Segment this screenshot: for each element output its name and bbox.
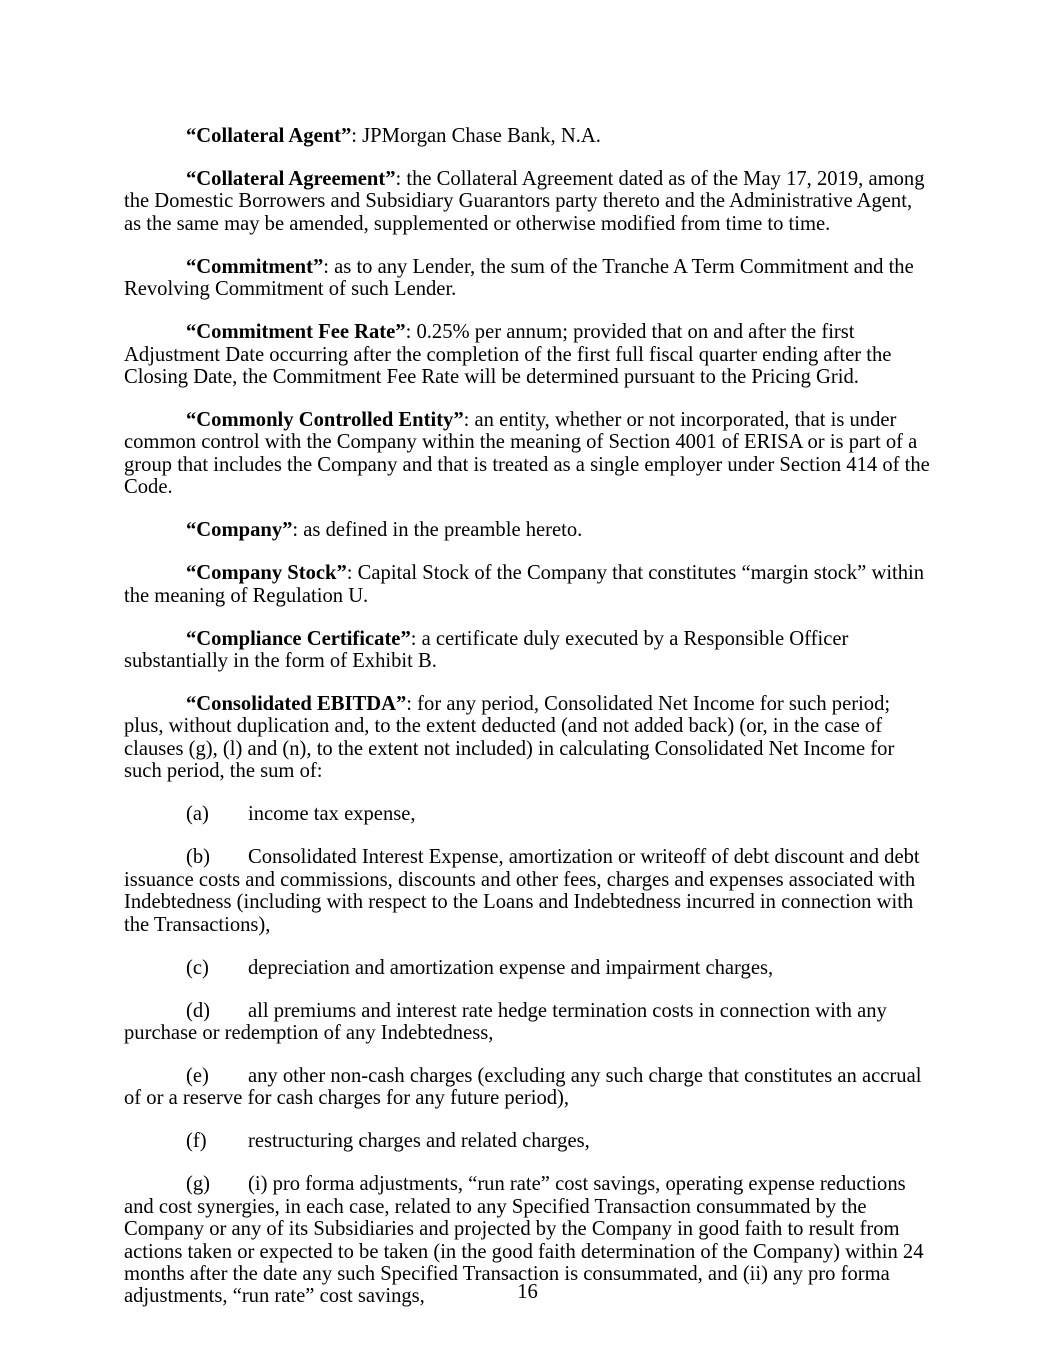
definition-paragraph — [124, 125, 931, 147]
defined-term: “Company Stock” — [186, 562, 347, 585]
definition-text: : as to any Lender, the sum of the Tranche A Term Commitment and the Revolving Commitment of such Lender. — [124, 255, 914, 301]
list-item-text: all premiums and interest rate hedge termination costs in connection with any purchase or redemption of any Indebtedness, — [124, 999, 887, 1044]
defined-term: “Commitment” — [186, 255, 324, 278]
definition-text: : 0.25% per annum; provided that on and after the first Adjustment Date occurring after the completion of the first full fiscal quarter ending after the Closing Date, the Commitment Fee Rate will be determined pursuant to the Pricing Grid. — [124, 321, 892, 389]
definition-paragraph — [124, 562, 931, 607]
list-item-text: income tax expense, — [248, 803, 416, 826]
document-body — [124, 125, 931, 1308]
defined-term: “Collateral Agent” — [186, 125, 352, 147]
list-item-label: (d) — [186, 999, 211, 1022]
list-item-text: any other non-cash charges (excluding any such charge that constitutes an accrual of or a reserve for cash charges for any future period), — [124, 1064, 922, 1110]
defined-term: “Commitment Fee Rate” — [186, 321, 406, 344]
list-item-text: restructuring charges and related charges, — [248, 1130, 590, 1153]
definition-paragraph — [124, 519, 931, 541]
definition-paragraph — [124, 321, 931, 388]
defined-term: “Company” — [186, 519, 293, 542]
definition-paragraph — [124, 256, 931, 301]
list-item — [124, 1130, 931, 1152]
defined-term: “Consolidated EBITDA” — [186, 693, 407, 716]
defined-term: “Commonly Controlled Entity” — [186, 409, 464, 432]
list-item-label: (g) — [186, 1173, 211, 1196]
definition-text: : an entity, whether or not incorporated, that is under common control with the Company within the meaning of Section 4001 of ERISA or is part of a group that includes the Company and that is treated as a single employer under Section 414 of the Code. — [124, 409, 930, 499]
list-item — [124, 1000, 931, 1045]
list-item-label: (e) — [186, 1064, 209, 1087]
definition-paragraph — [124, 168, 931, 235]
list-item-label: (f) — [186, 1130, 207, 1153]
definition-text: : a certificate duly executed by a Responsible Officer substantially in the form of Exhibit B. — [124, 627, 849, 673]
list-item-text: Consolidated Interest Expense, amortization or writeoff of debt discount and debt issuance costs and commissions, discounts and other fees, charges and expenses associated with Indebtedness (including with respect to the Loans and Indebtedness incurred in connection with the Transactions), — [124, 846, 920, 936]
definition-text: : JPMorgan Chase Bank, N.A. — [351, 125, 601, 147]
defined-term: “Collateral Agreement” — [186, 168, 396, 190]
list-item-label: (b) — [186, 846, 211, 869]
list-item-label: (c) — [186, 956, 209, 979]
list-item — [124, 803, 931, 825]
definition-paragraph — [124, 693, 931, 783]
definition-paragraph — [124, 409, 931, 499]
definition-text: : Capital Stock of the Company that constitutes “margin stock” within the meaning of Regulation U. — [124, 562, 925, 607]
list-item-text: (i) pro forma adjustments, “run rate” cost savings, operating expense reductions and cost synergies, in each case, related to any Specified Transaction consummated by the Company or any of its Subsidiaries and projected by the Company in good faith to result from actions taken or expected to be taken (in the good faith determination of the Company) within 24 months after the date any such Specified Transaction is consummated, and (ii) any pro forma adjustments, “run rate” cost savings, — [124, 1173, 924, 1308]
list-item — [124, 1065, 931, 1110]
page-number: 16 — [517, 1281, 538, 1303]
definition-text: : as defined in the preamble hereto. — [292, 519, 583, 542]
list-item-label: (a) — [186, 803, 209, 826]
defined-term: “Compliance Certificate” — [186, 627, 411, 650]
definition-text: : for any period, Consolidated Net Income for such period; plus, without duplication and, to the extent deducted (and not added back) (or, in the case of clauses (g), (l) and (n), to the extent not included) in calculating Consolidated Net Income for such period, the sum of: — [124, 693, 895, 783]
definition-paragraph — [124, 628, 931, 673]
definition-text: : the Collateral Agreement dated as of the May 17, 2019, among the Domestic Borrowers and Subsidiary Guarantors party thereto and the Administrative Agent, as the same may be amended, supplemented or otherwise modified from time to time. — [124, 168, 925, 235]
list-item — [124, 957, 931, 979]
list-item-text: depreciation and amortization expense and impairment charges, — [248, 956, 774, 979]
list-item — [124, 846, 931, 936]
